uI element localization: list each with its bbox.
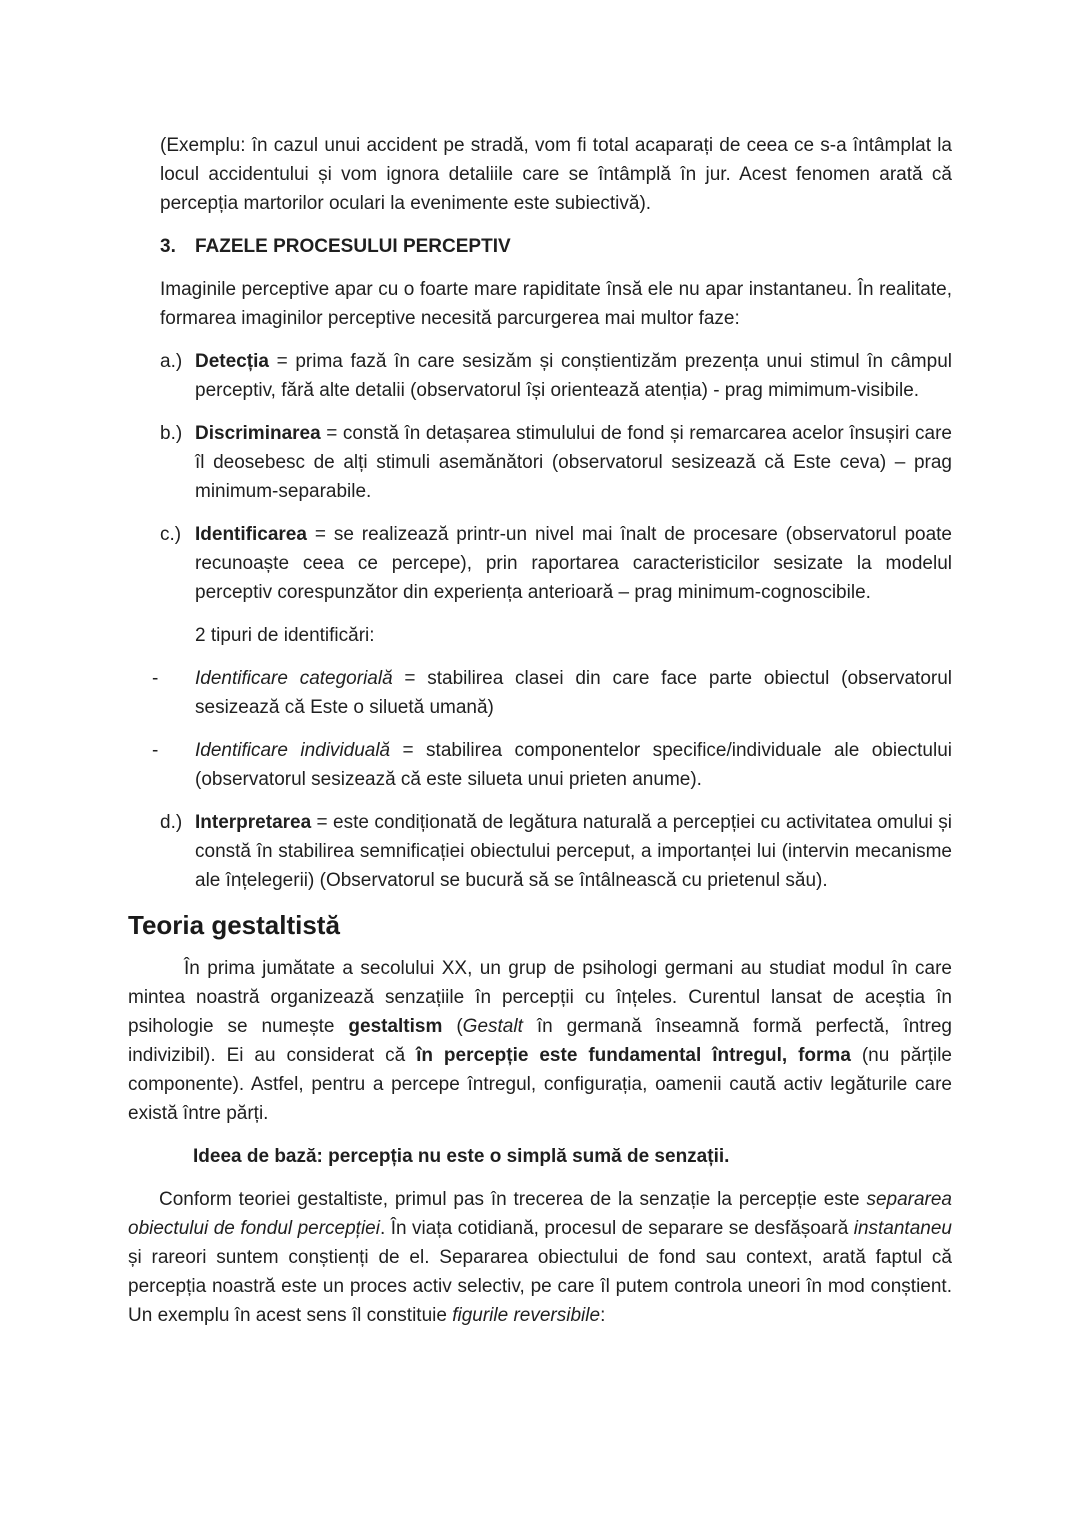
phase-item-marker: a.) xyxy=(160,351,183,372)
phase-item-a xyxy=(160,347,952,405)
identification-type-text: Identificare individuală = stabilirea componentelor specifice/individuale ale obiectului (observatorul sesizează că este silueta unui prieten anume). xyxy=(195,740,952,790)
phase-item-d xyxy=(160,808,952,895)
example-paragraph: (Exemplu: în cazul unui accident pe stradă, vom fi total acaparați de ceea ce s-a întâmplat la locul accidentului și vom ignora detaliile care se întâmplă în jur. Acest fenomen arată că percepția martorilor oculari la evenimente este subiectivă). xyxy=(160,135,952,214)
phase-item-b xyxy=(160,419,952,506)
indented-section xyxy=(152,131,952,895)
section-3-heading xyxy=(160,232,952,261)
identification-types-label: 2 tipuri de identificări: xyxy=(195,625,375,646)
phase-item-marker: d.) xyxy=(160,812,183,833)
phase-item-text: Interpretarea = este condiționată de legătura naturală a percepției cu activitatea omului și constă în stabilirea semnificației obiectului perceput, a importanței lui (intervin mecanisme ale înțelegerii) (Observatorul se bucură să se întâlnească cu prietenul său). xyxy=(195,812,952,891)
figure-ground-paragraph: Conform teoriei gestaltiste, primul pas în trecerea de la senzație la percepție este separarea obiectului de fondul percepției. În viața cotidiană, procesul de separare se desfășoară instantaneu și rareori suntem conștienți de el. Separarea obiectului de fond sau context, arată faptul că percepția noastră este un proces activ selectiv, pe care îl putem controla uneori în mod conștient. Un exemplu în acest sens îl constituie figurile reversibile: xyxy=(128,1189,952,1326)
key-idea-statement: Ideea de bază: percepția nu este o simplă sumă de senzații. xyxy=(193,1146,730,1167)
phase-item-marker: c.) xyxy=(160,524,182,545)
identification-type-item-categorial xyxy=(152,664,952,722)
section-title: FAZELE PROCESULUI PERCEPTIV xyxy=(195,236,511,257)
gestalt-intro-paragraph: În prima jumătate a secolului XX, un grup de psihologi germani au studiat modul în care mintea noastră organizează senzațiile în percepții cu înțeles. Curentul lansat de aceștia în psihologie se numește gestaltism (Gestalt în germană înseamnă formă perfectă, întreg indivizibil). Ei au considerat că în percepție este fundamental întregul, forma (nu părțile componente). Astfel, pentru a percepe întregul, configurația, oamenii caută activ legăturile care există între părți. xyxy=(128,958,953,1124)
dash-marker: - xyxy=(152,740,159,761)
identification-type-text: Identificare categorială = stabilirea clasei din care face parte obiectul (observatorul sesizează că Este o siluetă umană) xyxy=(195,668,952,718)
identification-type-item-individual xyxy=(152,736,952,794)
dash-marker: - xyxy=(152,668,159,689)
phases-intro-paragraph: Imaginile perceptive apar cu o foarte mare rapiditate însă ele nu apar instantaneu. În realitate, formarea imaginilor perceptive necesită parcurgerea mai multor faze: xyxy=(160,279,952,329)
phase-item-text: Discriminarea = constă în detașarea stimulului de fond și remarcarea acelor însușiri care îl deosebesc de alți stimuli asemănători (observatorul sesizează că Este ceva) – prag minimum-separabile. xyxy=(195,423,952,502)
phase-item-text: Detecția = prima fază în care sesizăm și conștientizăm prezența unui stimul în câmpul perceptiv, fără alte detalii (observatorul își orientează atenția) - prag mimimum-visibile. xyxy=(195,351,952,401)
phase-item-c xyxy=(160,520,952,607)
phase-item-text: Identificarea = se realizează printr-un nivel mai înalt de procesare (observatorul poate recunoaște ceea ce percepe), prin raportarea caracteristicilor sesizate la modelul perceptiv corespunzător din experiența anterioară – prag minimum-cognoscibile. xyxy=(195,524,952,603)
phase-item-marker: b.) xyxy=(160,423,183,444)
section-number: 3. xyxy=(160,236,176,257)
gestalt-theory-heading: Teoria gestaltistă xyxy=(128,910,340,940)
